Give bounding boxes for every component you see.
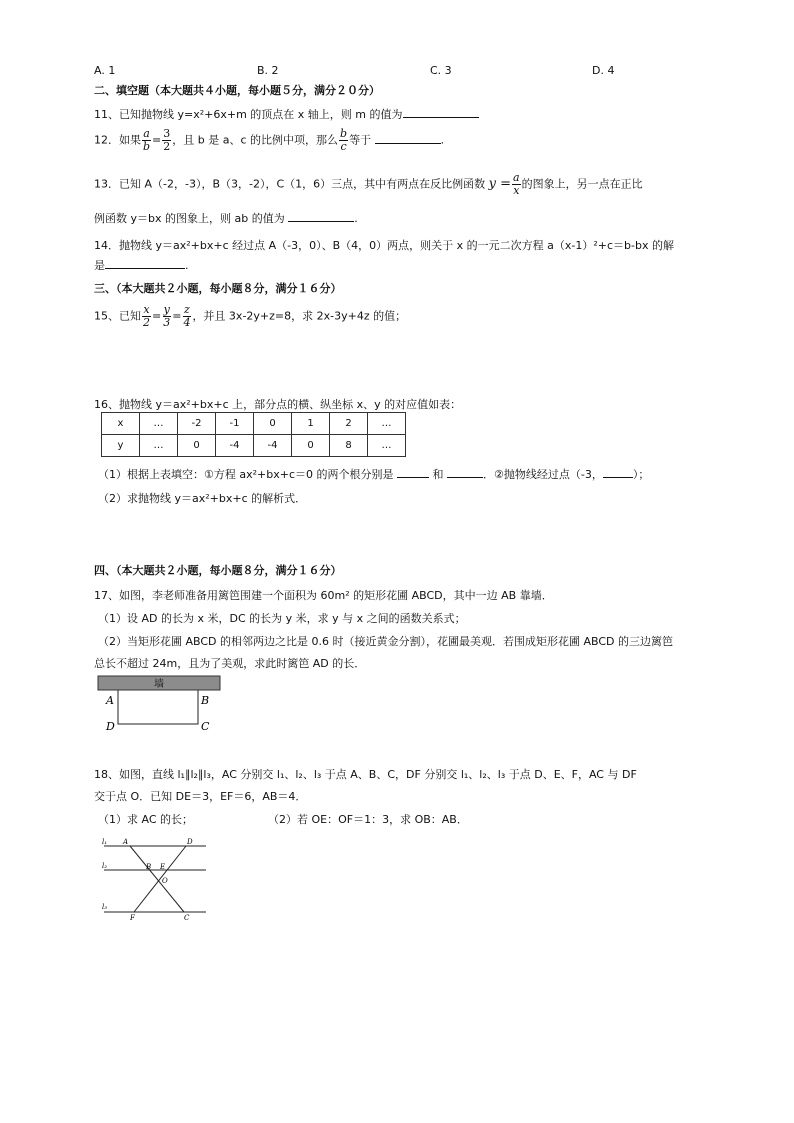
- choice-d: D. 4: [592, 64, 615, 77]
- frac-num: x: [143, 303, 150, 316]
- fraction-a-over-x: [512, 172, 521, 197]
- frac-num: y: [163, 303, 170, 316]
- table-cell: …: [140, 435, 178, 457]
- q17-line1: 17、如图，李老师准备用篱笆围建一个面积为 60m² 的矩形花圃 ABCD，其中一边 AB 靠墙．: [94, 589, 553, 602]
- q18-part1: （1）求 AC 的长；: [98, 813, 194, 826]
- q16-blank-1: [397, 467, 429, 478]
- frac-num: a: [513, 171, 520, 184]
- q14-end: .: [185, 259, 189, 272]
- table-cell: …: [140, 413, 178, 435]
- fence: [118, 690, 198, 724]
- frac-num: 3: [163, 127, 171, 140]
- label-l2: l₂: [102, 862, 108, 870]
- frac-den: b: [143, 140, 151, 153]
- frac-den: c: [340, 140, 347, 153]
- fraction-b-over-c: [339, 128, 348, 153]
- q16-blank-2: [447, 467, 483, 478]
- q17-part2b: 总长不超过 24m，且为了美观，求此时篱笆 AD 的长．: [94, 657, 366, 670]
- table-cell: -1: [216, 413, 254, 435]
- point-d-label: D: [106, 720, 115, 733]
- label-d: D: [187, 838, 193, 846]
- fraction-y-over-3: [162, 304, 171, 329]
- q13-line2: 例函数 y＝bx 的图象上，则 ab 的值为: [94, 212, 285, 225]
- choice-c: C. 3: [430, 64, 452, 77]
- question-14-line2: [94, 257, 189, 273]
- label-o: O: [162, 877, 168, 885]
- frac-den: x: [513, 184, 520, 197]
- label-e: E: [160, 863, 166, 871]
- q13-line1: 13．已知 A（-2，-3），B（3，-2），C（1，6）三点，其中有两点在反比例函数: [94, 177, 486, 191]
- question-13-line2: [94, 210, 358, 226]
- q12-end: .: [440, 133, 445, 147]
- q13-end: .: [354, 212, 358, 225]
- q16-p1d: ）；: [632, 468, 650, 481]
- q18-line2: 交于点 O．已知 DE＝3，EF＝6，AB＝4．: [94, 790, 307, 803]
- line-df: [134, 846, 186, 912]
- table-cell: …: [368, 435, 406, 457]
- label-a: A: [123, 838, 129, 846]
- q16-text: 16、抛物线 y＝ax²+bx+c 上，部分点的横、纵坐标 x、y 的对应值如表：: [94, 398, 462, 411]
- table-cell: 2: [330, 413, 368, 435]
- table-cell: 1: [292, 413, 330, 435]
- q15-pre: 15、已知: [94, 309, 141, 323]
- value-table: [101, 412, 406, 457]
- q16-p1a: （1）根据上表填空：①方程 ax²+bx+c＝0 的两个根分别是: [98, 468, 394, 481]
- q17-part2a: （2）当矩形花圃 ABCD 的相邻两边之比是 0.6 时（接近黄金分割），花圃最美观．若围成矩形花圃 ABCD 的三边篱笆: [98, 635, 674, 648]
- question-13-line1: [94, 172, 643, 197]
- section4-title: 四、（本大题共２小题，每小题８分，满分１６分）: [94, 564, 342, 577]
- q15-post: ，并且 3x-2y+z=8，求 2x-3y+4z 的值；: [192, 309, 407, 323]
- frac-den: 4: [183, 316, 191, 329]
- equals: =: [152, 309, 162, 323]
- question-11: [94, 106, 479, 122]
- q11-text: 11、已知抛物线 y=x²+6x+m 的顶点在 x 轴上，则 m 的值为: [94, 108, 403, 121]
- q12-blank: [375, 133, 441, 144]
- question-15: [94, 304, 406, 329]
- label-b: B: [146, 863, 152, 871]
- section3-title: 三、（本大题共２小题，每小题８分，满分１６分）: [94, 282, 342, 295]
- q14-line1: 14．抛物线 y＝ax²+bx+c 经过点 A（-3，0）、B（4，0）两点，则关于 x 的一元二次方程 a（x-1）²+c＝b-bx 的解: [94, 239, 674, 252]
- frac-den: 2: [143, 316, 150, 329]
- wall-label: 墙: [154, 679, 164, 690]
- q14-blank: [105, 258, 185, 269]
- q18-line1: 18、如图，直线 l₁∥l₂∥l₃，AC 分别交 l₁、l₂、l₃ 于点 A、B、C，DF 分别交 l₁、l₂、l₃ 于点 D、E、F，AC 与 DF: [94, 768, 637, 781]
- q12-pre: 12．如果: [94, 133, 141, 147]
- frac-num: b: [340, 127, 348, 140]
- q11-blank: [403, 107, 479, 118]
- point-c-label: C: [201, 720, 210, 733]
- fraction-x-over-2: [142, 304, 151, 329]
- fraction-z-over-4: [182, 304, 191, 329]
- table-cell: …: [368, 413, 406, 435]
- frac-num: z: [184, 303, 190, 316]
- q12-mid: ，且 b 是 a、c 的比例中项，那么: [172, 133, 339, 147]
- table-cell: 0: [178, 435, 216, 457]
- table-cell: 8: [330, 435, 368, 457]
- table-cell: -2: [178, 413, 216, 435]
- table-row-y: [102, 435, 406, 457]
- frac-num: a: [143, 127, 150, 140]
- frac-den: 3: [163, 316, 171, 329]
- q16-p1b: 和: [432, 468, 444, 481]
- point-a-label: A: [106, 694, 114, 707]
- table-cell: x: [102, 413, 140, 435]
- q16-part2: （2）求抛物线 y＝ax²+bx+c 的解析式．: [98, 492, 307, 505]
- q16-p1c: ．②抛物线经过点（-3，: [482, 468, 603, 481]
- table-cell: -4: [254, 435, 292, 457]
- table-cell: y: [102, 435, 140, 457]
- table-cell: 0: [254, 413, 292, 435]
- q18-part2: （2）若 OE：OF＝1：3，求 OB：AB．: [268, 813, 468, 826]
- q13-line1b: 的图象上，另一点在正比: [521, 177, 643, 191]
- section2-title: 二、填空题（本大题共４小题，每小题５分，满分２０分）: [94, 84, 380, 97]
- label-c: C: [184, 914, 190, 920]
- table-row-x: [102, 413, 406, 435]
- line-ac: [130, 846, 184, 912]
- label-f: F: [130, 914, 135, 920]
- table-cell: 0: [292, 435, 330, 457]
- q13-blank: [288, 211, 354, 222]
- label-l1: l₁: [102, 838, 108, 846]
- fraction-a-over-b: [142, 128, 151, 153]
- q12-post: 等于: [349, 133, 372, 147]
- fraction-3-over-2: [162, 128, 171, 153]
- q14-line2: 是: [94, 259, 105, 272]
- table-cell: -4: [216, 435, 254, 457]
- choice-b: B. 2: [257, 64, 279, 77]
- garden-diagram: [96, 674, 226, 736]
- frac-den: 2: [163, 140, 171, 153]
- q16-part1: [98, 466, 649, 482]
- q17-part1: （1）设 AD 的长为 x 米，DC 的长为 y 米，求 y 与 x 之间的函数关系式；: [98, 612, 466, 625]
- q16-blank-3: [603, 467, 633, 478]
- choice-a: A. 1: [94, 64, 116, 77]
- equals: =: [152, 133, 162, 147]
- label-l3: l₃: [102, 903, 108, 911]
- point-b-label: B: [201, 694, 210, 707]
- equals: =: [172, 309, 182, 323]
- q13-y-eq: y =: [488, 176, 512, 192]
- parallel-lines-diagram: [96, 834, 214, 920]
- question-12: [94, 128, 444, 153]
